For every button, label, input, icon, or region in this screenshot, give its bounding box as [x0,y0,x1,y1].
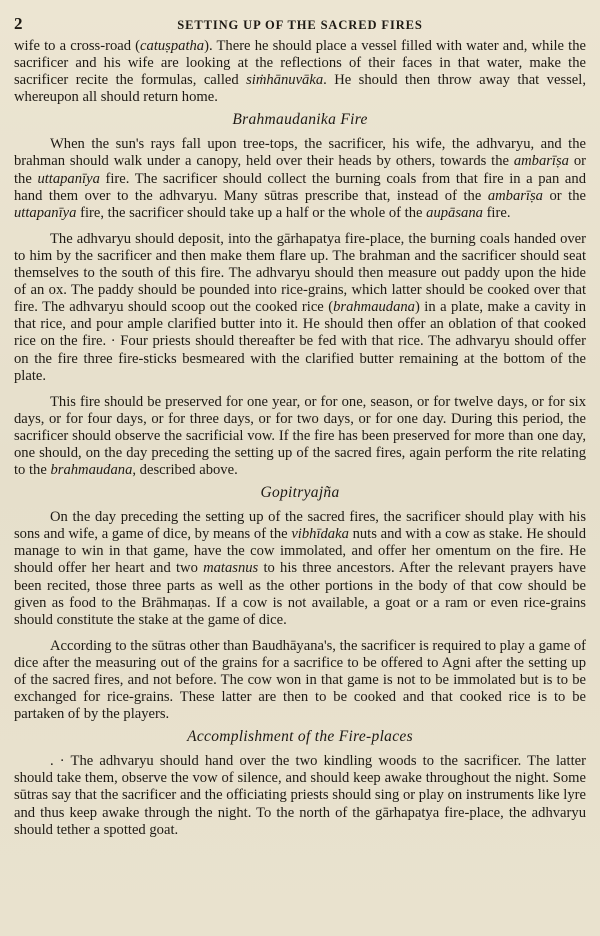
paragraph: When the sun's rays fall upon tree-tops, the sacrificer, his wife, the adhvaryu, and the brahman should walk under a canopy, held over their heads by others, towards the ambarīṣa or the uttapanīya fire. The sacrificer should collect the burning coals from that fire in a pan and hand them over to the adhvaryu. Many sūtras prescribe that, instead of the ambarīṣa or the uttapanīya fire, the sacrificer should take up a half or the whole of the aupāsana fire. [14,136,586,221]
paragraph: According to the sūtras other than Baudhāyana's, the sacrificer is required to play a game of dice after the measuring out of the grains for a sacrifice to be offered to Agni after the setting up of the sacred fires, and not before. The cow won in that game is not to be immolated but is to be exchanged for rice-grains. These latter are then to be cooked and that cooked rice is to be partaken of by the players. [14,637,586,723]
paragraph: . · The adhvaryu should hand over the two kindling woods to the sacrificer. The latter should take them, observe the vow of silence, and should keep awake throughout the night. Some sūtras say that the sacrificer and the officiating priests should sing or play on instruments like lyre and thus keep awake through the night. To the north of the gārhapatya fire-place, the adhvaryu should tether a spotted goat. [14,753,586,838]
paragraph-continuation: wife to a cross-road (catuṣpatha). There he should place a vessel filled with water and, while the sacrificer and his wife are looking at the reflections of their faces in that water, make the sacrificer recite the formulas, called siṁhānuvāka. He should then throw away that vessel, whereupon all should return home. [14,38,587,106]
section-heading-brahmaudanika: Brahmaudanika Fire [232,111,368,129]
paragraph: On the day preceding the setting up of the sacred fires, the sacrificer should play with his sons and wife, a game of dice, by means of the vibhīdaka nuts and with a cow as stake. He should manage to win in that game, have the cow immolated, and offer her omentum on the fire. He should offer her heart and two matasnus to his three ancestors. After the relevant prayers have been recited, those three parts as well as the other portions in the body of that cow should be given as food to the Brāhmaṇas. If a cow is not available, a goat or a ram or even rice-grains should constitute the stake at the game of dice. [14,509,586,628]
section-heading-fire-places: Accomplishment of the Fire-places [187,728,413,746]
paragraph: This fire should be preserved for one year, or for one, season, or for twelve days, or for six days, or for four days, or for three days, or for two days, or for one day. During this period, the sacrificer should observe the sacrificial vow. If the fire has been preserved for more than one day, one should, on the day preceding the setting up of the sacred fires, again perform the rite relating to the brahmaudana, described above. [14,393,586,479]
running-head [14,12,586,38]
section-heading-gopitryajna: Gopitryajña [260,484,340,502]
page-number: 2 [14,14,23,33]
running-title: SETTING UP OF THE SACRED FIRES [177,18,423,32]
paragraph: The adhvaryu should deposit, into the gārhapatya fire-place, the burning coals handed over to him by the sacrificer and then make them flare up. The brahman and the sacrificer should seat themselves to the south of this fire. The adhvaryu should then measure out paddy upon the hide of an ox. The paddy should be pounded into rice-grains, which latter should be cooked over that fire. The adhvaryu should scoop out the cooked rice (brahmaudana) in a plate, make a cavity in that rice, and pour ample clarified butter into it. He should then offer an oblation of that cooked rice on the fire. · Four priests should thereafter be fed with that rice. The adhvaryu should offer on the fire three fire-sticks besmeared with the clarified butter remaining at the bottom of the plate. [14,230,586,384]
